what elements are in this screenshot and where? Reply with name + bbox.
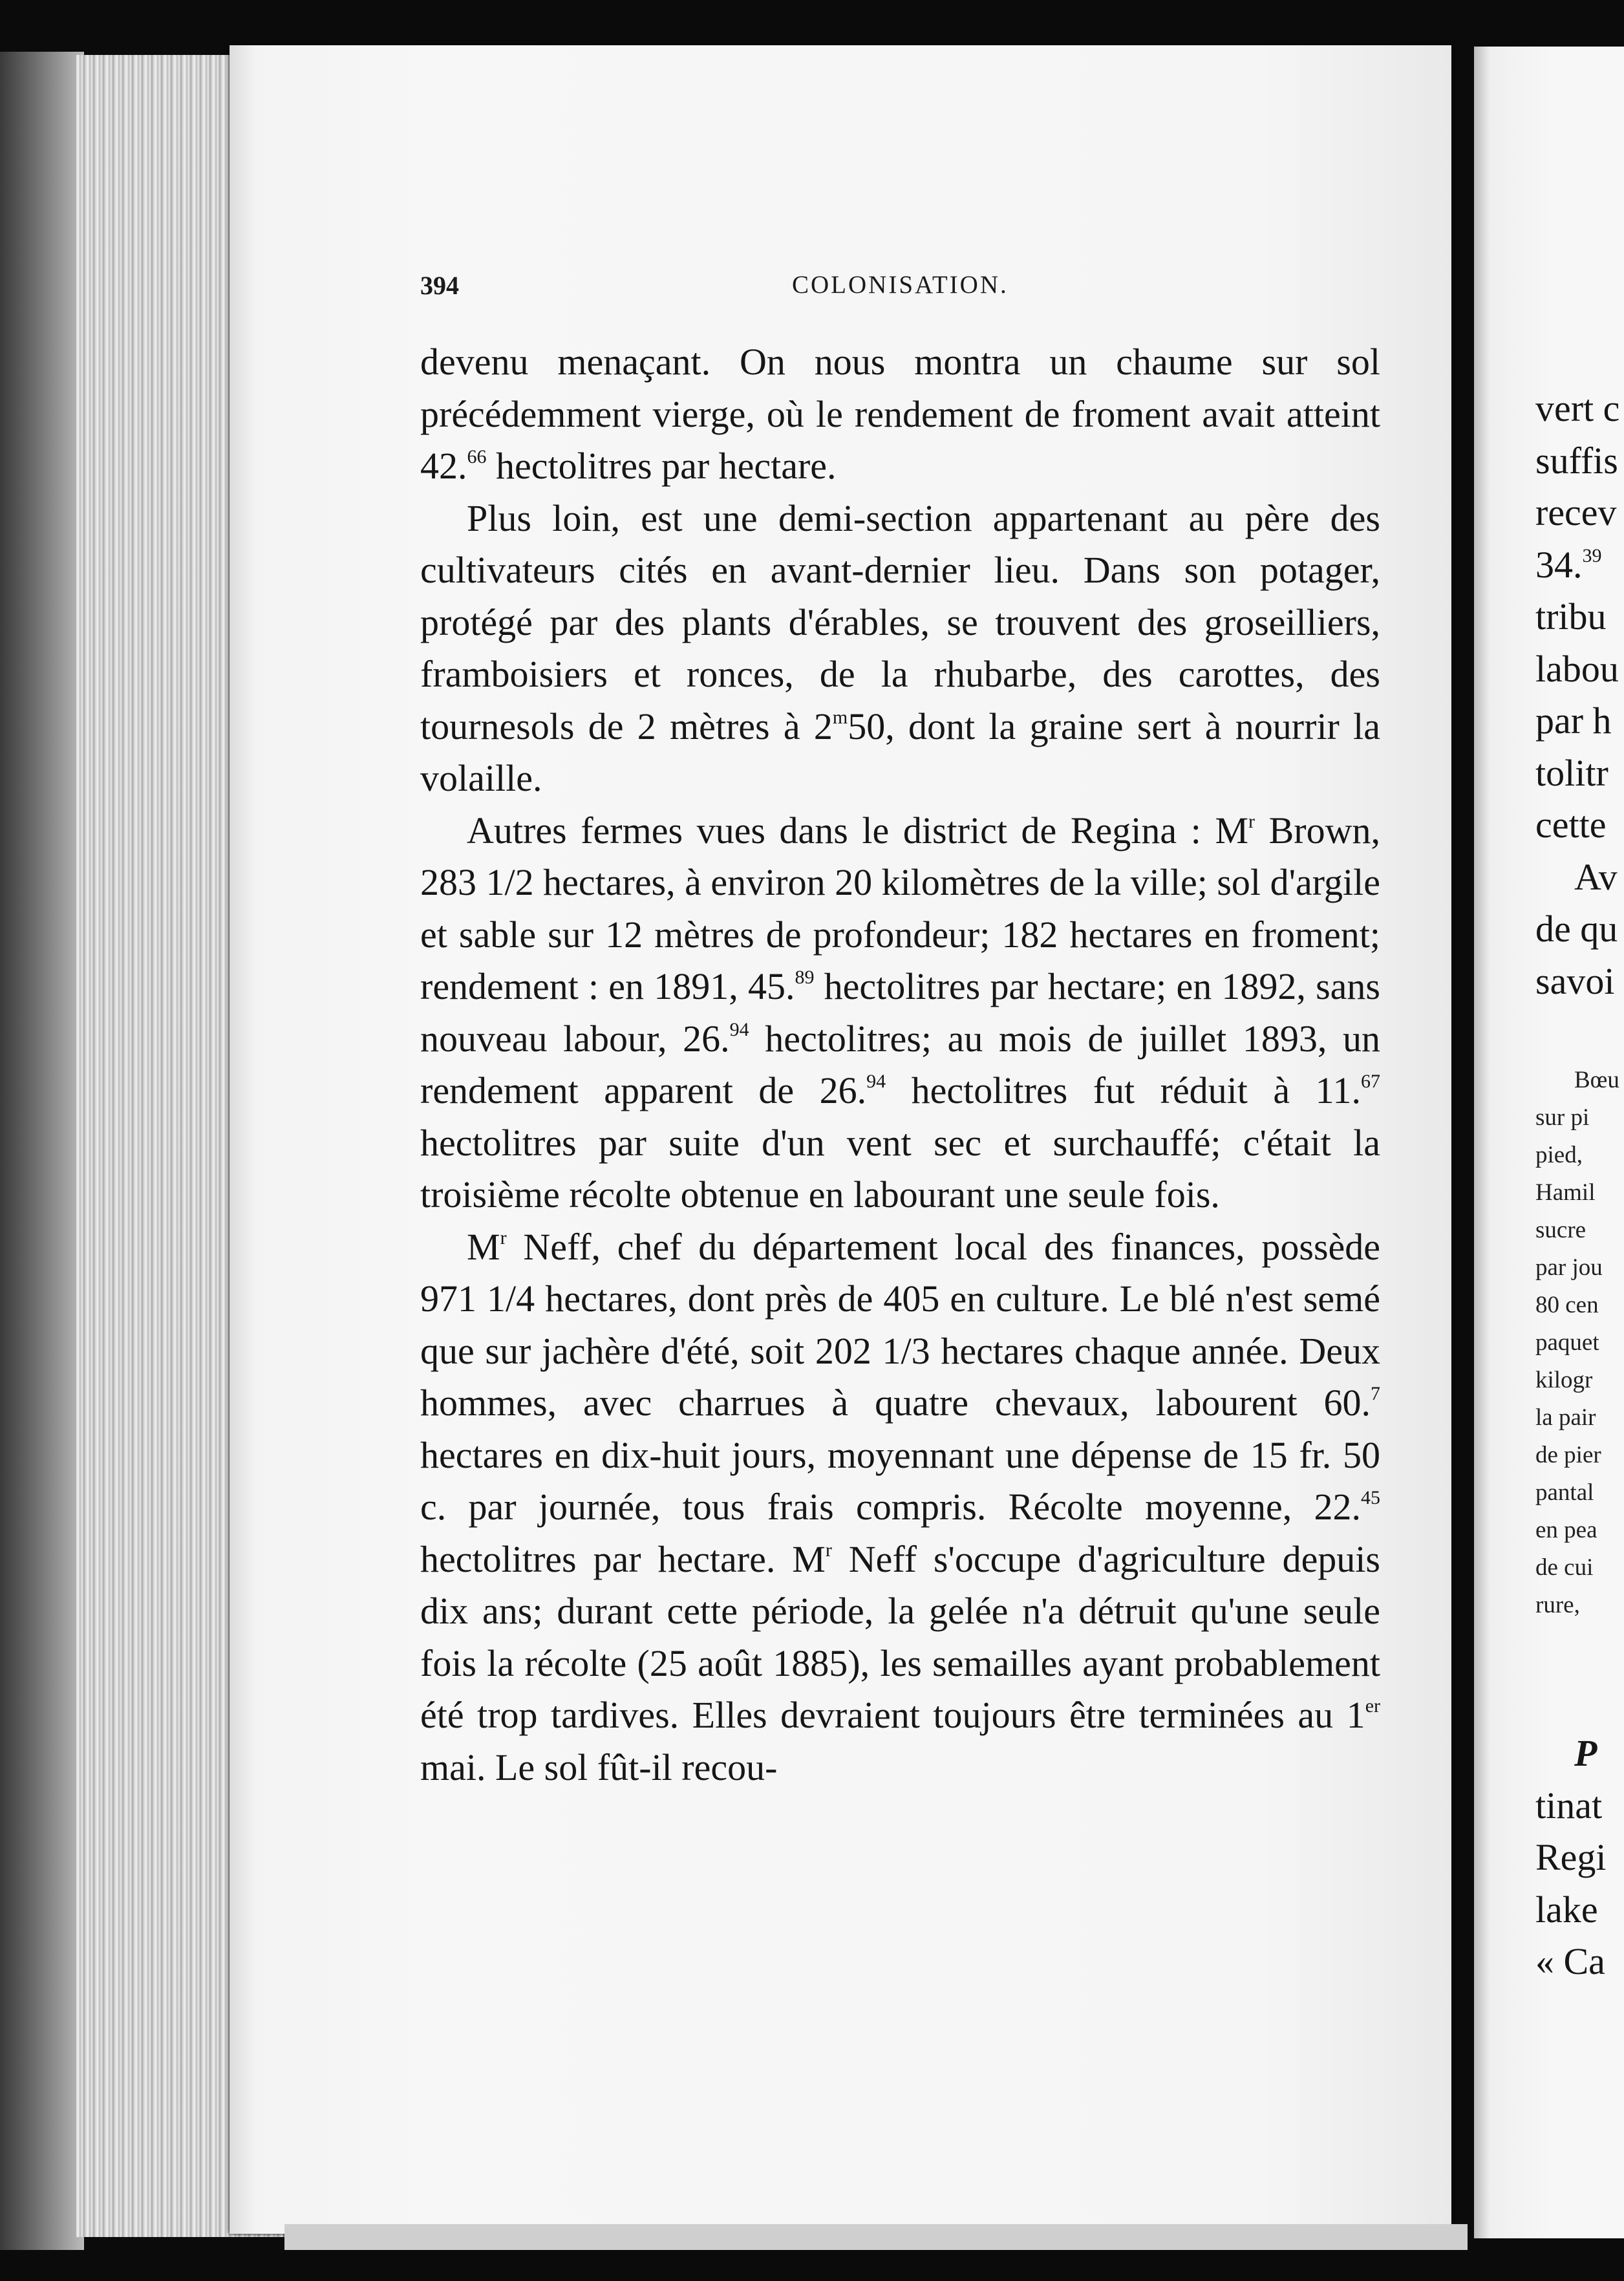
facing-page [1474,47,1624,2238]
facing-line: lake [1535,1888,1598,1931]
facing-note: Hamil [1535,1179,1596,1206]
page-number: 394 [420,271,459,300]
paragraph-text: Plus loin, est une demi-section appartenant au père des cultivateurs cités en avant-dernier lieu. Dans son potager, protégé par des plants d'érables, se trouvent des groseilliers, framboisiers et ronces, de la rhubarbe, des carottes, des tournesols de 2 mètres à 2 [420,497,1380,747]
facing-note: 80 cen [1535,1292,1599,1318]
facing-page-bottom [1535,1728,1624,1988]
paragraph-text: hectolitres par hectare; en 1892, sans nouveau labour, 26. [420,965,1380,1060]
facing-line: par h [1535,700,1612,742]
facing-line: Regi [1535,1836,1607,1878]
paragraph-text: Autres fermes vues dans le district de Regina : M [467,809,1249,851]
facing-note: rure, [1535,1592,1580,1618]
paragraph-1 [420,336,1380,493]
superscript: 89 [795,967,815,988]
facing-line: suffis [1535,439,1618,482]
paragraph-text: 50, dont la graine sert à nourrir la volaille. [420,705,1381,799]
paragraph-text: hectolitres par hectare. [486,445,837,487]
facing-line: « Ca [1535,1940,1605,1982]
superscript: 39 [1582,544,1602,566]
facing-note: sur pi [1535,1104,1590,1131]
facing-line: tolitr [1535,751,1608,794]
superscript: 66 [467,446,487,467]
paragraph-4 [420,1221,1380,1794]
facing-note: pied, [1535,1142,1583,1168]
facing-note: de cui [1535,1554,1594,1581]
paragraph-text: hectolitres par suite d'un vent sec et surchauffé; c'était la troisième récolte obtenue en labourant une seule fois. [420,1121,1380,1215]
paragraph-2 [420,493,1380,805]
superscript: m [832,706,848,728]
superscript: r [500,1226,507,1248]
facing-page-text [1535,383,1624,1007]
running-title: COLONISATION. [792,271,1009,299]
superscript: 7 [1371,1383,1380,1404]
superscript: r [825,1539,832,1561]
facing-note: paquet [1535,1329,1599,1356]
facing-note: de pier [1535,1442,1601,1468]
facing-line: labou [1535,647,1619,690]
facing-note: la pair [1535,1404,1596,1431]
paragraph-text: Neff, chef du département local des finances, possède 971 1/4 hectares, dont près de 405 en culture. Le blé n'est semé que sur jachère d'été, soit 202 1/3 hectares chaque année. Deux hommes, avec charrues à quatre chevaux, labourent 60. [420,1225,1380,1424]
facing-line: P [1574,1732,1597,1774]
paragraph-3 [420,805,1380,1221]
paragraph-text: Brown, 283 1/2 hectares, à environ 20 kilomètres de la ville; sol d'argile et sable sur 12 mètres de profondeur; 182 hectares en froment; rendement : en 1891, 45. [420,809,1381,1007]
paragraph-text: hectolitres fut réduit à 11. [886,1069,1361,1111]
facing-page-notes [1535,1062,1624,1624]
paragraph-text: mai. Le sol fût-il recou- [420,1746,778,1788]
paragraph-text: devenu menaçant. On nous montra un chaume sur sol précédemment vierge, où le rendement de froment avait atteint 42. [420,341,1380,487]
facing-line: recev [1535,491,1617,533]
facing-line: vert c [1535,387,1620,429]
paragraph-text: hectolitres par hectare. M [420,1537,826,1580]
facing-note: pantal [1535,1479,1594,1506]
facing-note: Bœu [1574,1067,1619,1093]
paragraph-text: hectolitres; au mois de juillet 1893, un rendement apparent de 26. [420,1017,1380,1111]
facing-line: Av [1574,855,1618,898]
body-text [420,336,1380,1794]
facing-line: cette [1535,804,1607,846]
facing-line: savoi [1535,959,1615,1002]
superscript: 94 [729,1018,749,1040]
paragraph-text: hectares en dix-huit jours, moyennant une dépense de 15 fr. 50 c. par journée, tous frais compris. Récolte moyenne, 22. [420,1433,1380,1528]
paragraph-text: M [467,1225,500,1268]
facing-note: sucre [1535,1217,1587,1243]
facing-line [1535,539,1624,592]
facing-note: kilogr [1535,1367,1593,1393]
paragraph-text: Neff s'occupe d'agriculture depuis dix ans; durant cette période, la gelée n'a détruit qu'une seule fois la récolte (25 août 1885), les semailles ayant probablement été trop tardives. Elles devraient toujours être terminées au 1 [420,1537,1380,1736]
page-header [420,270,1067,309]
facing-line: tinat [1535,1784,1603,1826]
book-spine [0,52,84,2250]
page-bottom-edge [284,2224,1468,2250]
facing-note: en pea [1535,1517,1597,1543]
superscript: r [1248,810,1255,832]
superscript: er [1365,1695,1380,1717]
facing-line: de qu [1535,908,1618,950]
superscript: 45 [1361,1487,1380,1508]
facing-line-text: 34. [1535,543,1583,586]
superscript: 94 [866,1071,886,1092]
facing-note: par jou [1535,1254,1603,1281]
facing-line: tribu [1535,595,1607,637]
superscript: 67 [1361,1071,1380,1092]
